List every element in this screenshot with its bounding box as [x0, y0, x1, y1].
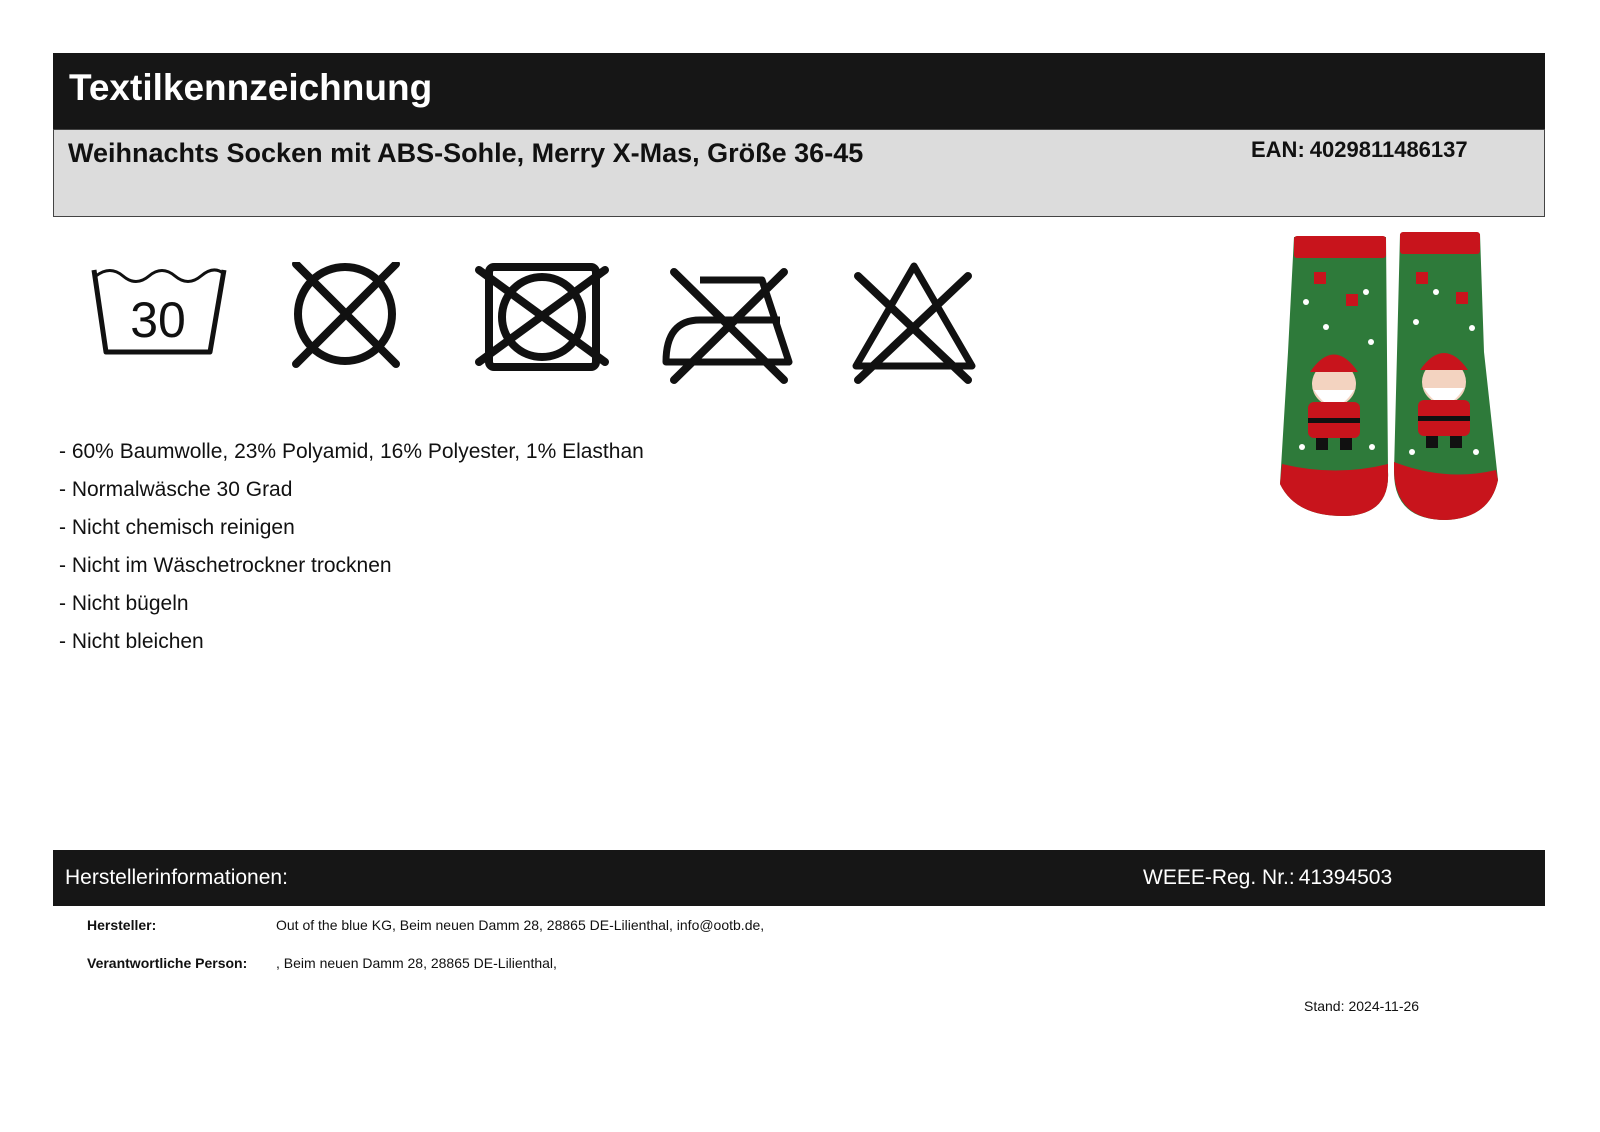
fact-tumble-dry: - Nicht im Wäschetrockner trocknen: [59, 552, 644, 590]
fact-washing: - Normalwäsche 30 Grad: [59, 476, 644, 514]
care-symbols: [90, 262, 990, 397]
fact-bleach: - Nicht bleichen: [59, 628, 644, 666]
manufacturer-info-title: Herstellerinformationen:: [65, 866, 288, 889]
manufacturer-value: Out of the blue KG, Beim neuen Damm 28, 28865 DE-Lilienthal, info@ootb.de,: [276, 917, 765, 933]
fact-ironing: - Nicht bügeln: [59, 590, 644, 628]
weee-value: 41394503: [1298, 866, 1393, 889]
fact-dry-clean: - Nicht chemisch reinigen: [59, 514, 644, 552]
ean: [1251, 137, 1468, 163]
page-title: Textilkennzeichnung: [69, 67, 433, 108]
wash-30-icon: [90, 262, 230, 362]
wash-temp-label: 30: [130, 292, 186, 348]
product-name: Weihnachts Socken mit ABS-Sohle, Merry X-Mas, Größe 36-45: [68, 138, 864, 168]
sock-right: [1394, 232, 1498, 520]
responsible-person-label: Verantwortliche Person:: [87, 955, 248, 971]
no-bleach-icon: [850, 262, 980, 387]
header-bar: [53, 53, 1545, 129]
no-tumble-dry-icon: [475, 262, 610, 372]
weee-reg: [1143, 866, 1392, 890]
no-dry-clean-icon: [290, 262, 400, 372]
ean-label: EAN:: [1251, 137, 1305, 162]
stand-label: Stand:: [1304, 998, 1345, 1014]
manufacturer-info-bar: [53, 850, 1545, 906]
ean-value: 4029811486137: [1309, 137, 1468, 162]
no-iron-icon: [662, 262, 797, 387]
stand-date: [1304, 998, 1419, 1014]
product-image: [1276, 232, 1506, 524]
fact-composition: - 60% Baumwolle, 23% Polyamid, 16% Polyester, 1% Elasthan: [59, 438, 644, 476]
responsible-person-value: , Beim neuen Damm 28, 28865 DE-Lilienthal,: [276, 955, 557, 971]
care-facts-list: [59, 438, 644, 666]
stand-value: 2024-11-26: [1348, 998, 1420, 1014]
manufacturer-label: Hersteller:: [87, 917, 157, 933]
sock-left: [1280, 236, 1388, 516]
product-info-bar: [53, 129, 1545, 217]
weee-label: WEEE-Reg. Nr.:: [1143, 866, 1295, 889]
